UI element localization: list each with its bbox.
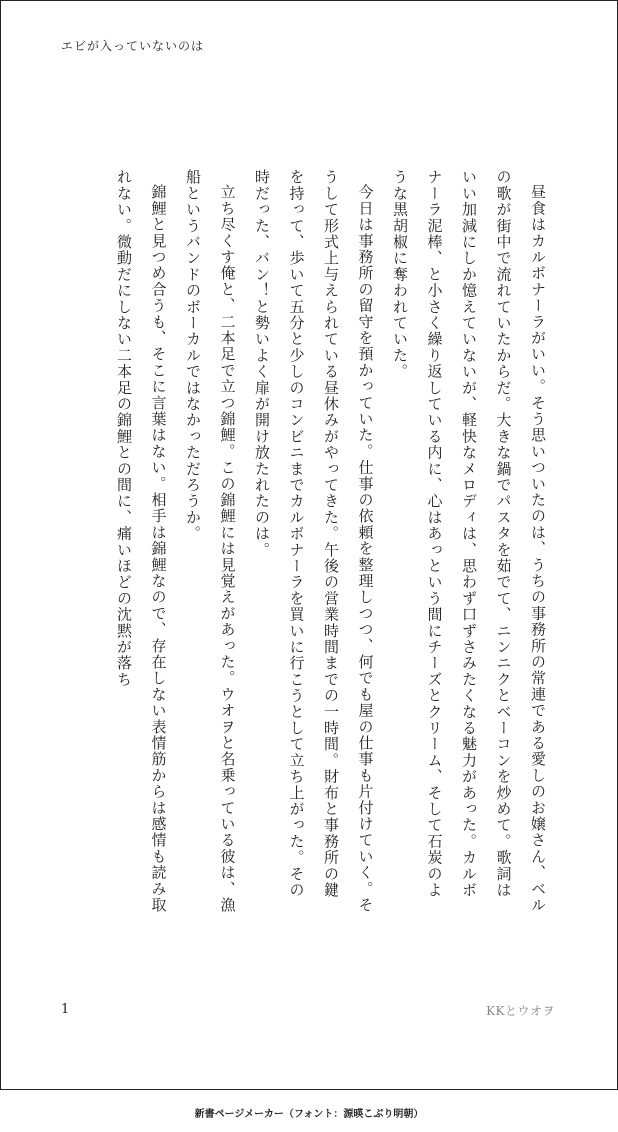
paragraph: 昼食はカルボナーラがいい。そう思いついたのは、うちの事務所の常連である愛しのお嬢さん、ベルの歌が街中で流れていたからだ。大きな鍋でパスタを茹でて、ニンニクとベーコンを炒めて。歌詞はいい加減にしか憶えていないが、軽快なメロディは、思わず口ずさみたくなる魅力があった。カルボナーラ泥棒、と小さく繰り返している内に、心はあっという間にチーズとクリーム、そして石炭のような黒胡椒に奪われていた。 [391, 169, 547, 913]
paragraph: 錦鯉と見つめ合うも、そこに言葉はない。相手は錦鯉なので、存在しない表情筋からは感情も読み取れない。微動だにしない二本足の錦鯉との間に、痛いほどの沈黙が落ち [115, 169, 168, 913]
vertical-body-text [61, 169, 555, 913]
generator-caption: 新書ページメーカー（フォント：源暎こぶり明朝） [194, 1109, 424, 1120]
running-title: エビが入っていないのは [61, 39, 205, 53]
author-name: KKとウオヲ [486, 1004, 555, 1018]
page-number: 1 [61, 1002, 70, 1017]
paragraph: 今日は事務所の留守を預かっていた。仕事の依頼を整理しつつ、何でも屋の仕事も片付けていく。そうして形式上与えられている昼休みがやってきた。午後の営業時間までの一時間。財布と事務所の鍵を持って、歩いて五分と少しのコンビニまでカルボナーラを買いに行こうとして立ち上がった。その時だった、バン！と勢いよく扉が開け放たれたのは。 [253, 169, 375, 913]
paragraph: 立ち尽くす俺と、二本足で立つ錦鯉。この錦鯉には見覚えがあった。ウオヲと名乗っている彼は、漁船というバンドのボーカルではなかっただろうか。 [184, 169, 237, 913]
